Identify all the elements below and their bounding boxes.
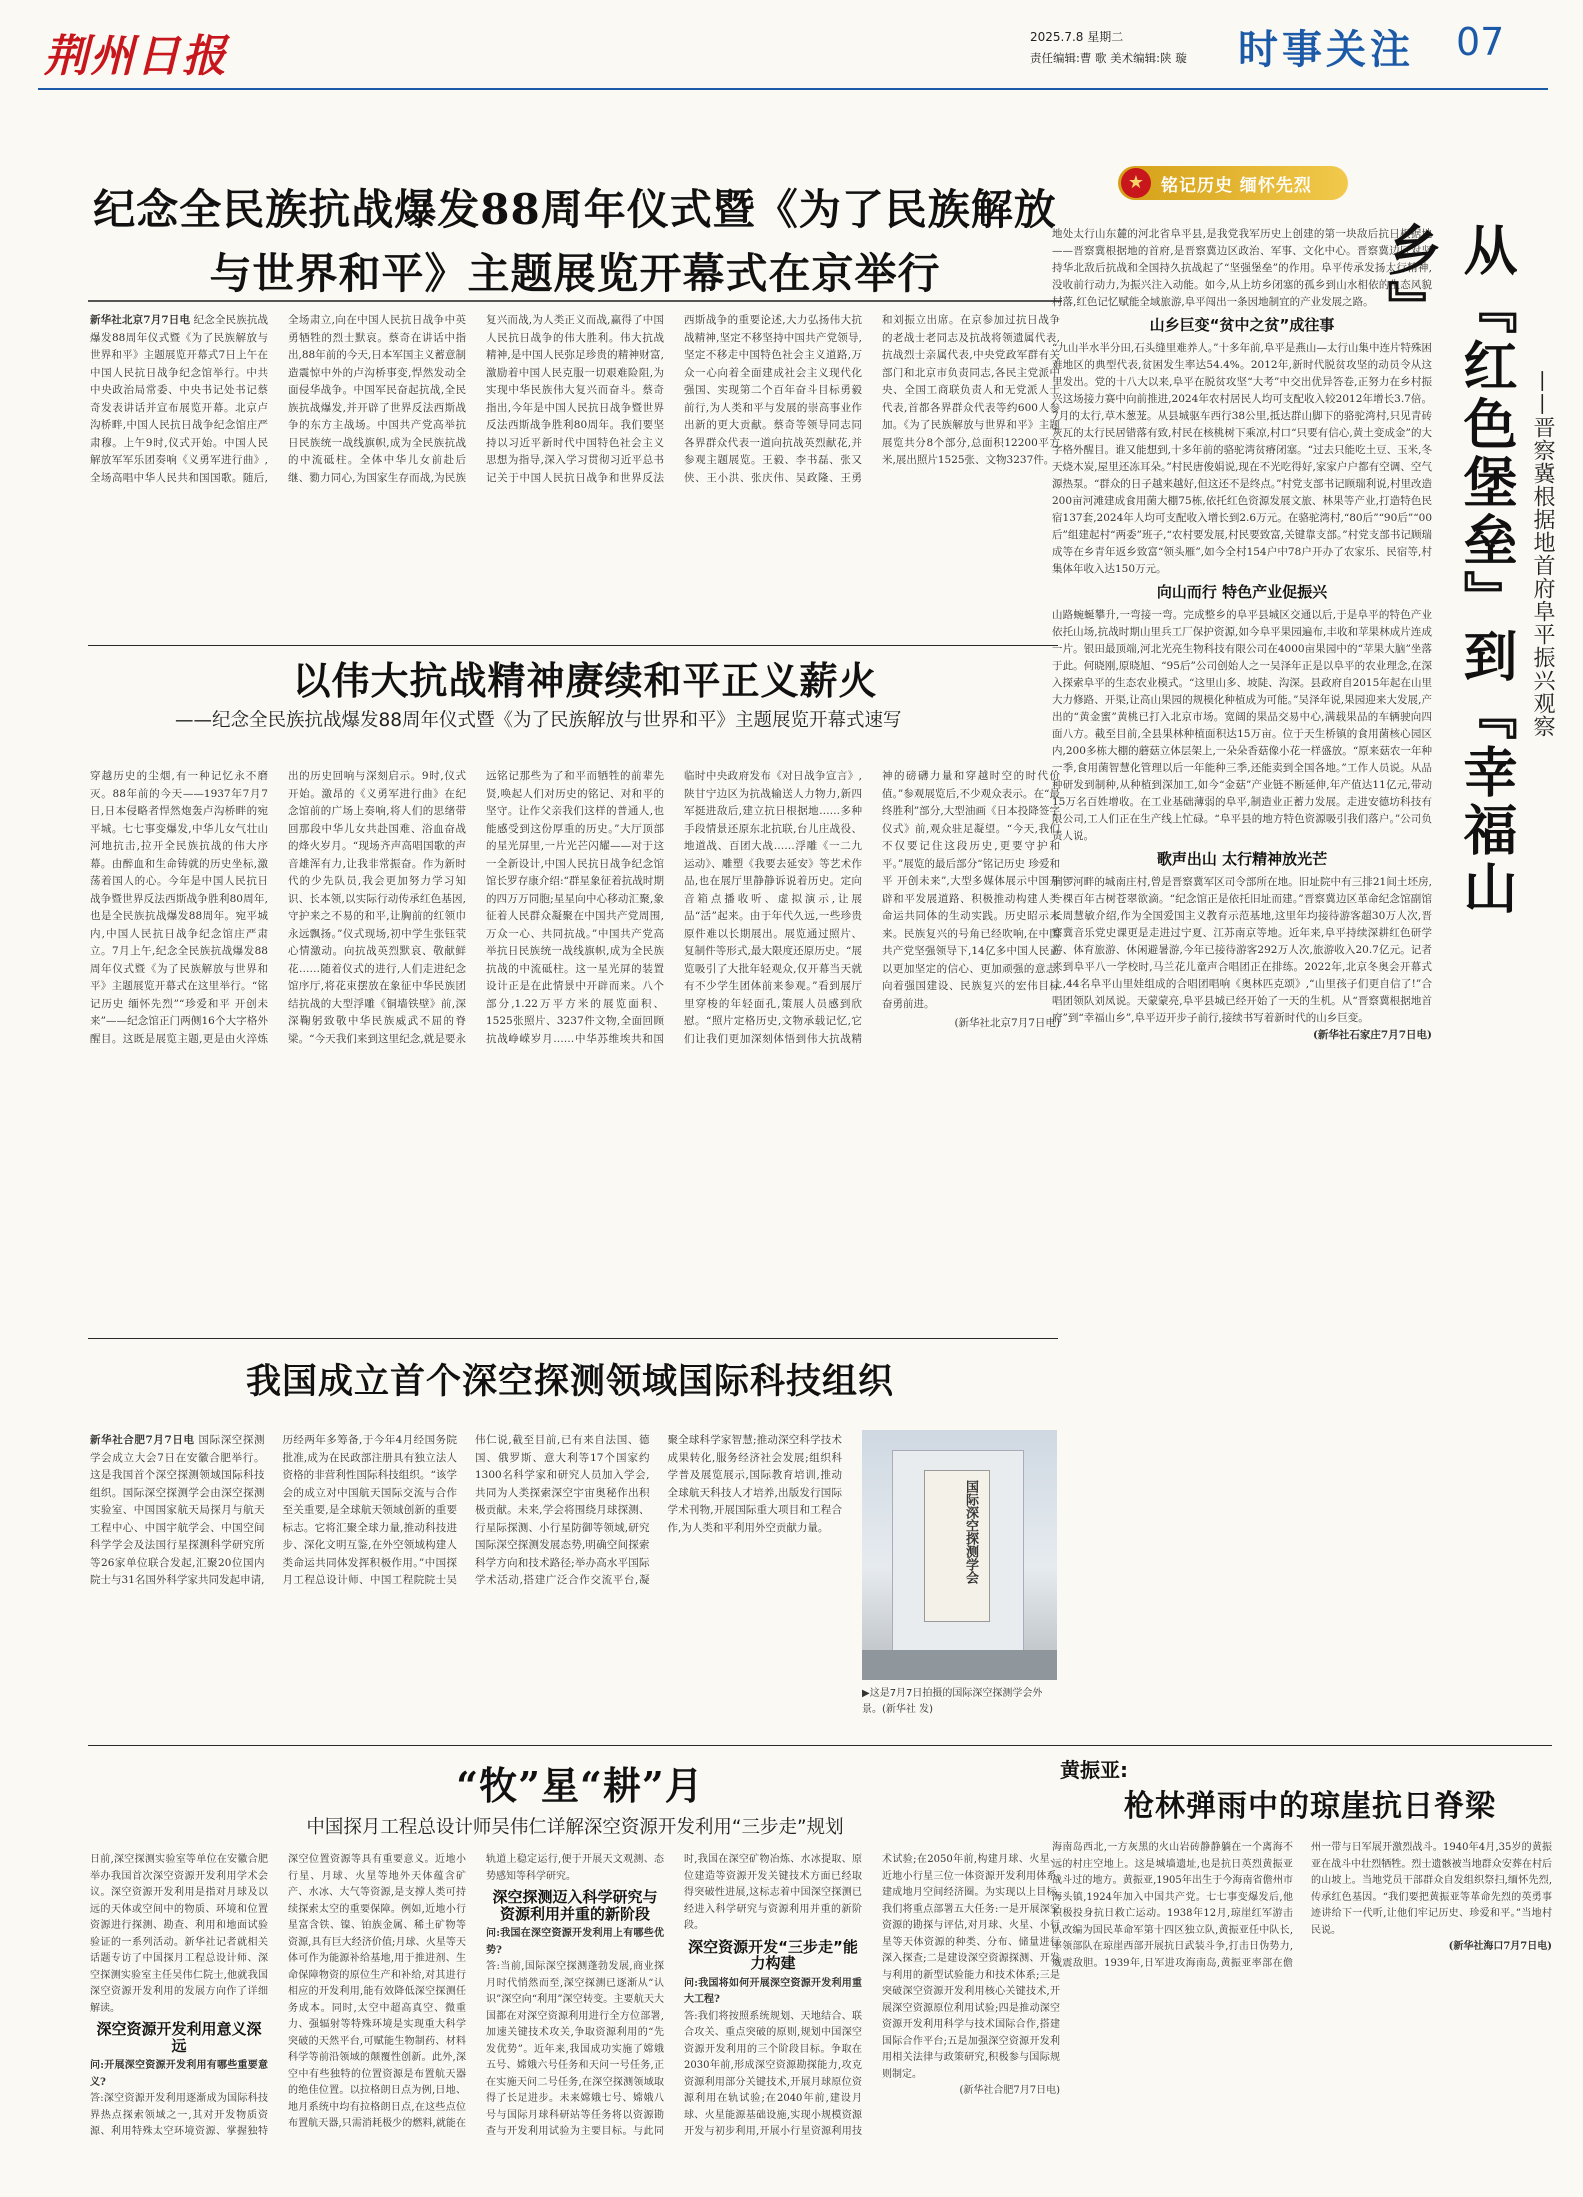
page-number: 07 (1456, 20, 1505, 64)
profile-body (1052, 1840, 1552, 2172)
profile-label: 黄振亚: (1060, 1758, 1128, 1782)
article4-section3-title: 深空资源开发“三步走”能力构建 (688, 1937, 858, 1972)
photo-caption-text: ▶这是7月7日拍摄的国际深空探测学会外景。 (862, 1688, 1043, 1715)
article2-body (90, 768, 1060, 1328)
article1-headline: 纪念全民族抗战爆发88周年仪式暨《为了民族解放与世界和平》主题展览开幕式在京举行 (93, 185, 1057, 298)
article1-text: 纪念全民族抗战爆发88周年仪式暨《为了民族解放与世界和平》主题展览开幕式7日上午在中国人民抗日战争纪念馆举行。中共中央政治局常委、中央书记处书记蔡奇发表讲话并宣布展览开幕。北京卢沟桥畔,中国人民抗日战争纪念馆庄严肃穆。上午9时,仪式开始。中国人民解放军军乐团奏响《义勇军进行曲》,全场高唱中华人民共和国国歌。随后,全场肃立,向在中国人民抗日战争中英勇牺牲的烈士默哀。蔡奇在讲话中指出,88年前的今天,日本军国主义蓄意制造震惊中外的卢沟桥事变,悍然发动全面侵华战争。中国军民奋起抗战,全民族抗战爆发,并开辟了世界反法西斯战争的东方主战场。中国共产党高举抗日民族统一战线旗帜,成为全民族抗战的中流砥柱。全体中华儿女前赴后继、勠力同心,为国家生存而战,为民族复兴而战,为人类正义而战,赢得了中国人民抗日战争的伟大胜利。伟大抗战精神,是中国人民弥足珍贵的精神财富,激励着中国人民克服一切艰难险阻,为实现中华民族伟大复兴而奋斗。蔡奇指出,今年是中国人民抗日战争暨世界反法西斯战争胜利80周年。我们要坚持以习近平新时代中国特色社会主义思想为指导,深入学习贯彻习近平总书记关于中国人民抗日战争和世界反法西斯战争的重要论述,大力弘扬伟大抗战精神,坚定不移坚持中国共产党领导,坚定不移走中国特色社会主义道路,万众一心向着全面建成社会主义现代化强国、实现第二个百年奋斗目标勇毅前行,为人类和平与发展的崇高事业作出新的更大贡献。蔡奇等领导同志同各界群众代表一道向抗战英烈献花,并参观主题展览。王毅、李书磊、张又侠、王小洪、张庆伟、吴政隆、王勇和刘振立出席。在京参加过抗日战争的老战士老同志及抗战将领遗属代表,抗战烈士亲属代表,中央党政军群有关部门和北京市负责同志,各民主党派中央、全国工商联负责人和无党派人士代表,首都各界群众代表等约600人参加。《为了民族解放与世界和平》主题展览共分8个部分,总面积12200平方米,展出照片1525张、文物3237件。 (90, 314, 1060, 484)
article2-footer: (新华社北京7月7日电) (954, 1017, 1060, 1029)
article4-q1: 问:开展深空资源开发利用有哪些重要意义? (90, 2060, 268, 2088)
article4-q2: 问:我国在深空资源开发利用上有哪些优势? (486, 1928, 664, 1956)
feature-section2-text: 山路蜿蜒攀升,一弯接一弯。完成整乡的阜平县城区交通以后,于是阜平的特色产业依托山场,抗战时期山里兵工厂保护资源,如今阜平果园遍布,丰收和苹果林成片连成一片。银田最顶端,河北光亮生物科技有限公司在4000亩果园中的“苹果大脑”坐落于此。何晓刚,原晓旭、“95后”公司创始人之一吴泽年正是以阜平的农业理念,在深入探索阜平的生态农业模式。“这里山多、坡陡、沟深。县政府自2015年起在山里大力修路、开渠,让高山果园的规模化种植成为可能。”吴泽年说,果园迎来大发展,产出的“黄金蜜”黄桃已打入北京市场。宽阔的果品交易中心,满载果品的车辆驶向四面八方。截至目前,全县果林种植面积达15万亩。位于天生桥镇的食用菌核心园区内,200多栋大棚的蘑菇立体层架上,一朵朵香菇像小花一样盛放。“原来菇农一年种一季,食用菌智慧化管理以后一年能种三季,还能卖到全国各地。”工作人员说。从品种研发到制种,从种植到深加工,如今“金菇”产业链不断延伸,年产值达11亿元,带动15万名百姓增收。在工业基础薄弱的阜平,制造业正蓄力发展。走进安德坊科技有限公司,工人们正在生产线上忙碌。“阜平县的地方特色资源吸引我们落户。”公司负责人说。 (1052, 609, 1432, 842)
newspaper-logo: 荆州日报 (44, 31, 228, 82)
article3-body (90, 1432, 842, 1732)
feature-vertical-title: 从『红色堡垒』到『幸福山乡』 (1379, 222, 1519, 918)
feature-section2-title: 向山而行 特色产业促振兴 (1156, 583, 1328, 601)
article4-a3: 答:我们将按照系统规划、天地结合、联合攻关、重点突破的原则,规划中国深空资源开发利用的三个阶段目标。争取在2030年前,形成深空资源勘探能力,攻克资源利用部分关键技术,开展月球原位资源利用在轨试验;在2040年前,建设月球、火星能源基础设施,实现小规模资源开发与初步利用,开展小行星资源利用技术试验;在2050年前,构建月球、火星、近地小行星三位一体资源开发利用体系,建成地月空间经济圈。为实现以上目标,我们将重点部署五大任务:一是开展深空资源的勘探与评估,对月球、火星、小行星等天体资源的种类、分布、储量进行深入探查;二是建设深空资源探测、开发与利用的新型试验能力和技术体系;三是突破深空资源开发利用核心关键技术,开展深空资源原位利用试验;四是推动深空资源开发利用科学与技术国际合作,搭建国际合作平台;五是加强深空资源开发利用相关法律与政策研究,积极参与国际规则制定。 (684, 1854, 1060, 2137)
society-building-photo (862, 1430, 1057, 1680)
article1-dateline: 新华社北京7月7日电 (90, 314, 191, 326)
feature-footer: (新华社石家庄7月7日电) (1312, 1029, 1432, 1041)
photo-caption (862, 1686, 1057, 1718)
profile-text: 海南岛西北,一方灰黑的火山岩砖静静躺在一个离海不远的村庄空地上。这是城墙遗址,也是抗日英烈黄振亚战斗过的地方。黄振亚,1905年出生于今海南省儋州市海头镇,1924年加入中国共产党。七七事变爆发后,他积极投身抗日救亡运动。1938年12月,琼崖红军游击队改编为国民革命军第十四区独立队,黄振亚任中队长,率领部队在琼崖西部开展抗日武装斗争,打击日伪势力,威震敌胆。1939年,日军进攻海南岛,黄振亚率部在儋州一带与日军展开激烈战斗。1940年4月,35岁的黄振亚在战斗中壮烈牺牲。烈士遗骸被当地群众安葬在村后的山坡上。当地党员干部群众自发组织祭扫,缅怀先烈,传承红色基因。“我们要把黄振亚等革命先烈的英勇事迹讲给下一代听,让他们牢记历史、珍爱和平。”当地村民说。 (1052, 1842, 1552, 1969)
article4-a1: 答:深空资源开发利用逐渐成为国际科技界热点探索领域之一,其对开发物质资源、利用特殊太空环境资源、掌握独特深空位置资源等具有重要意义。近地小行星、月球、火星等地外天体蕴含矿产、水冰、大气等资源,是支撑人类可持续探索太空的重要保障。例如,近地小行星富含铁、镍、铂族金属、稀土矿物等资源,具有巨大经济价值;月球、火星等天体可作为能源补给基地,用于推进剂、生命保障物资的原位生产和补给,对其进行相应的开发利用,能有效降低深空探测任务成本。同时,太空中超高真空、微重力、强辐射等特殊环境是实现重大科学突破的天然平台,可赋能生物制药、材料科学等前沿领域的颠覆性创新。此外,深空中有些独特的位置资源是布置航天器的绝佳位置。以拉格朗日点为例,日地、地月系统中均有拉格朗日点,在这些点位布置航天器,只需消耗极少的燃料,就能在轨道上稳定运行,便于开展天文观测、态势感知等科学研究。 (90, 1854, 664, 2137)
feature-section3-text: 铜锣河畔的城南庄村,曾是晋察冀军区司令部所在地。旧址院中有三排21间土坯房,一棵百年古树苍翠欲滴。“纪念馆正是依托旧址而建。”晋察冀边区革命纪念馆副馆长周慧敏介绍,作为全国爱国主义教育示范基地,这里年均接待游客超30万人次,晋察冀音乐党史课更是走进过宁夏、江苏南京等地。近年来,阜平持续深耕红色研学游、体育旅游、休闲避暑游,今年已接待游客292万人次,旅游收入20.7亿元。记者来到阜平八一学校时,马兰花儿童声合唱团正在排练。2022年,北京冬奥会开幕式上,44名阜平山里娃组成的合唱团唱响《奥林匹克颂》,“山里孩子们更自信了!”合唱团领队刘凤说。天蒙蒙亮,阜平县城已经开始了一天的生机。从“晋察冀根据地首府”到“幸福山乡”,阜平迈开步子前行,接续书写着新时代的山乡巨变。 (1052, 876, 1432, 1024)
article3-text: 国际深空探测学会成立大会7日在安徽合肥举行。这是我国首个深空探测领域国际科技组织。国际深空探测学会由深空探测实验室、中国国家航天局探月与航天工程中心、中国宇航学会、中国空间科学学会及法国行星探测科学研究所等26家单位联合发起,汇聚20位国内院士与31名国外科学家共同发起申请,历经两年多筹备,于今年4月经国务院批准,成为在民政部注册具有独立法人资格的非营利性国际科技组织。“该学会的成立对中国航天国际交流与合作至关重要,是全球航天领域创新的重要标志。它将汇聚全球力量,推动科技进步、深化文明互鉴,在外空领域构建人类命运共同体发挥积极作用。”中国探月工程总设计师、中国工程院院士吴伟仁说,截至目前,已有来自法国、德国、俄罗斯、意大利等17个国家约1300名科学家和研究人员加入学会,共同为人类探索深空宇宙奥秘作出积极贡献。未来,学会将围绕月球探测、行星际探测、小行星防御等领域,研究国际深空探测发展态势,明确空间探索科学方向和技术路径;举办高水平国际学术活动,搭建广泛合作交流平台,凝聚全球科学家智慧;推动深空科学技术成果转化,服务经济社会发展;组织科学普及展览展示,国际教育培训,推动全球航天科技人才培养,出版发行国际学术刊物,开展国际重大项目和工程合作,为人类和平利用外空贡献力量。 (90, 1434, 842, 1586)
article3-dateline: 新华社合肥7月7日电 (90, 1434, 195, 1446)
article2-subhead: ——纪念全民族抗战爆发88周年仪式暨《为了民族解放与世界和平》主题展览开幕式速写 (175, 710, 902, 731)
photo-credit: (新华社 发) (882, 1704, 933, 1715)
feature-banner-text: 铭记历史 缅怀先烈 (1161, 175, 1312, 196)
profile-footer: (新华社海口7月7日电) (1448, 1941, 1552, 1952)
editor-credits: 责任编辑:曹 歌 美术编辑:陕 璇 (1030, 51, 1187, 65)
article4-intro: 日前,深空探测实验室等单位在安徽合肥举办我国首次深空资源开发利用学术会议。深空资源开发利用是指对月球及以远的天体或空间中的物质、环境和位置资源进行探测、勘查、利用和地面试验验证的一系列活动。新华社记者就相关话题专访了中国探月工程总设计师、深空探测实验室主任吴伟仁院士,他就我国深空资源开发利用的发展方向作了详细解读。 (90, 1854, 268, 2014)
article4-section1-title: 深空资源开发利用意义深远 (96, 2020, 262, 2055)
star-emblem-icon: ★ (1121, 168, 1151, 198)
article2-text: 穿越历史的尘烟,有一种记忆永不磨灭。88年前的今天——1937年7月7日,日本侵略者悍然炮轰卢沟桥畔的宛平城。七七事变爆发,中华儿女气壮山河地抗击,拉开全民族抗战的伟大序幕。由醉血和生命铸就的历史坐标,激荡着国人的心。今年是中国人民抗日战争暨世界反法西斯战争胜利80周年,也是全民族抗战爆发88周年。宛平城内,中国人民抗日战争纪念馆庄严肃立。7月上午,纪念全民族抗战爆发88周年仪式暨《为了民族解放与世界和平》主题展览开幕式在这里举行。“铭记历史 缅怀先烈”“珍爱和平 开创未来”——纪念馆正门两侧16个大字格外醒目。这既是展览主题,更是由火淬炼出的历史回响与深刻启示。9时,仪式开始。激昂的《义勇军进行曲》在纪念馆前的广场上奏响,将人们的思绪带回那段中华儿女共赴国难、浴血奋战的烽火岁月。“现场齐声高唱国歌的声音雄浑有力,让我非常振奋。作为新时代的少先队员,我会更加努力学习知识、长本领,以实际行动传承红色基因,守护来之不易的和平,让胸前的红领巾永远飘扬。”仪式现场,初中学生张钰茕心情激动。向抗战英烈默哀、敬献鲜花……随着仪式的进行,人们走进纪念馆序厅,将花束摆放在象征中华民族团结抗战的大型浮雕《铜墙铁壁》前,深深鞠躬致敬中华民族威武不屈的脊梁。“今天我们来到这里纪念,就是要永远铭记那些为了和平而牺牲的前辈先贤,唤起人们对历史的铭记、对和平的坚守。让作父亲我们这样的普通人,也能感受到这份厚重的历史。”大厅顶部的星光屏里,一片光芒闪耀——对于这一全新设计,中国人民抗日战争纪念馆馆长罗存康介绍:“群星象征着抗战时期的四万万同胞;星星向中心移动汇聚,象征着人民群众凝聚在中国共产党周围,万众一心、共同抗战。”中国共产党高举抗日民族统一战线旗帜,成为全民族抗战的中流砥柱。这一星光屏的装置设计正是在此情景中开辟而来。八个部分,1.22万平方米的展览面积、1525张照片、3237件文物,全面回顾抗战峥嵘岁月……中华苏维埃共和国临时中央政府发布《对日战争宣言》,陕甘宁边区为抗战输送人力物力,新四军挺进敌后,建立抗日根据地……多种手段情景还原东北抗联,台儿庄战役、地道战、百团大战……浮雕《一二九运动》、雕塑《我要去延安》等艺术作品,也在展厅里静静诉说着历史。定向音箱点播收听、虚拟演示,让展品“活”起来。由于年代久远,一些珍贵原件难以长期展出。展览通过照片、复制件等形式,最大限度还原历史。“展览吸引了大批年轻观众,仅开幕当天就有不少学生团体前来参观。”看到展厅里穿梭的年轻面孔,策展人员感到欣慰。“照片定格历史,文物承载记忆,它们让我们更加深刻体悟到伟大抗战精神的磅礴力量和穿越时空的时代价值。”参观展览后,不少观众表示。在“最终胜利”部分,大型油画《日本投降签字仪式》前,观众驻足凝望。“今天,我们不仅要记住这段历史,更要守护和平。”展览的最后部分“铭记历史 珍爱和平 开创未来”,大型多媒体展示中国开辟和平发展道路、积极推动构建人类命运共同体的生动实践。历史昭示未来。民族复兴的号角已经吹响,在中国共产党坚强领导下,14亿多中国人民正以更加坚定的信心、更加顽强的意志,向着强国建设、民族复兴的宏伟目标奋勇前进。 (90, 770, 1060, 1045)
article4-section2-title: 深空探测迈入科学研究与资源利用并重的新阶段 (492, 1888, 658, 1923)
profile-headline: 枪林弹雨中的琼崖抗日脊梁 (1124, 1789, 1496, 1824)
society-sign: 国际深空探测学会 (963, 1480, 978, 1584)
article4-body (90, 1852, 1060, 2182)
article4-a2: 答:当前,国际深空探测蓬勃发展,商业探月时代悄然而至,深空探测已逐渐从“认识”深空向“利用”深空转变。主要航天大国都在对深空资源利用进行全方位部署,加速关键技术攻关,争取资源利用的“先发优势”。近年来,我国成功实施了嫦娥五号、嫦娥六号任务和天问一号任务,正在实施天问二号任务,在深空探测领域取得了长足进步。未来嫦娥七号、嫦娥八号与国际月球科研站等任务将以资源勘查与开发利用试验为主要目标。与此同时,我国在深空矿物冶炼、水冰提取、原位建造等资源开发关键技术方面已经取得突破性进展,这标志着中国深空探测已经进入科学研究与资源利用并重的新阶段。 (486, 1854, 862, 2137)
article4-headline: “牧”星“耕”月 (456, 1763, 704, 1808)
section-title: 时事关注 (1238, 27, 1414, 73)
feature-section3-title: 歌声出山 太行精神放光芒 (1156, 850, 1328, 868)
article4-q3: 问:我国将如何开展深空资源开发利用重大工程? (684, 1977, 862, 2005)
article3-headline: 我国成立首个深空探测领域国际科技组织 (245, 1361, 894, 1402)
masthead-rule (38, 88, 1548, 90)
feature-section1-title: 山乡巨变“贫中之贫”成往事 (1149, 316, 1335, 334)
feature-vertical-subtitle: ——晋察冀根据地首府阜平振兴观察 (1530, 370, 1555, 738)
article4-footer: (新华社合肥7月7日电) (959, 2085, 1060, 2096)
article4-subhead: 中国探月工程总设计师吴伟仁详解深空资源开发利用“三步走”规划 (306, 1817, 844, 1838)
article1-body (90, 312, 1060, 642)
feature-intro: 地处太行山东麓的河北省阜平县,是我党我军历史上创建的第一块敌后抗日根据地——晋察冀根据地的首府,是晋察冀边区政治、军事、文化中心。晋察冀边区对坚持华北敌后抗战和全国持久抗战起了“坚强堡垒”的作用。阜平传承发扬太行精神,没收前行动力,为振兴注入动能。如今,从上坊乡闭塞的孤乡到山水相依的生态风貌村落,红色记忆赋能全域旅游,阜平闯出一条因地制宜的产业发展之路。 (1052, 228, 1432, 308)
article2-headline: 以伟大抗战精神赓续和平正义薪火 (292, 658, 878, 703)
issue-date: 2025.7.8 星期二 (1030, 30, 1124, 44)
feature-section1-text: “九山半水半分田,石头缝里难养人。”十多年前,阜平是燕山—太行山集中连片特殊困难地区的典型代表,贫困发生率达54.4%。2012年,新时代脱贫攻坚的动员令从这里发出。党的十八大以来,阜平在脱贫攻坚“大考”中交出优异答卷,正努力在乡村振兴这场接力赛中向前推进,2024年农村居民人均可支配收入较2012年增长3.7倍。7月的太行,草木葱茏。从县城驱车西行38公里,抵达群山脚下的骆驼湾村,只见青砖灰瓦的太行民居错落有致,村民在核桃树下乘凉,村口“只要有信心,黄土变成金”的大字格外醒目。谁又能想到,十多年前的骆驼湾贫瘠闭塞。“过去只能吃土豆、玉米,冬天烧木炭,屋里还冻耳朵。”村民唐俊娟说,现在不光吃得好,家家户户都有空调、空气源热泵。“群众的日子越来越好,但这还不是终点。”村党支部书记顾瑞利说,村里改造200亩河滩建成食用菌大棚75栋,依托红色资源发展文旅、林果等产业,打造特色民宿137套,2024年人均可支配收入增长到2.6万元。在骆驼湾村,“80后”“90后”“00后”组建起村“两委”班子,“农村要发展,村民要致富,关键靠支部。”村党支部书记顾瑞成等在乡青年返乡致富“领头雁”,如今全村154户中78户开办了农家乐、民宿等,村集体年收入达150万元。 (1052, 342, 1432, 575)
article1-headline-underline (88, 300, 1062, 302)
feature-banner (1118, 166, 1348, 200)
feature-body (1052, 226, 1432, 1666)
